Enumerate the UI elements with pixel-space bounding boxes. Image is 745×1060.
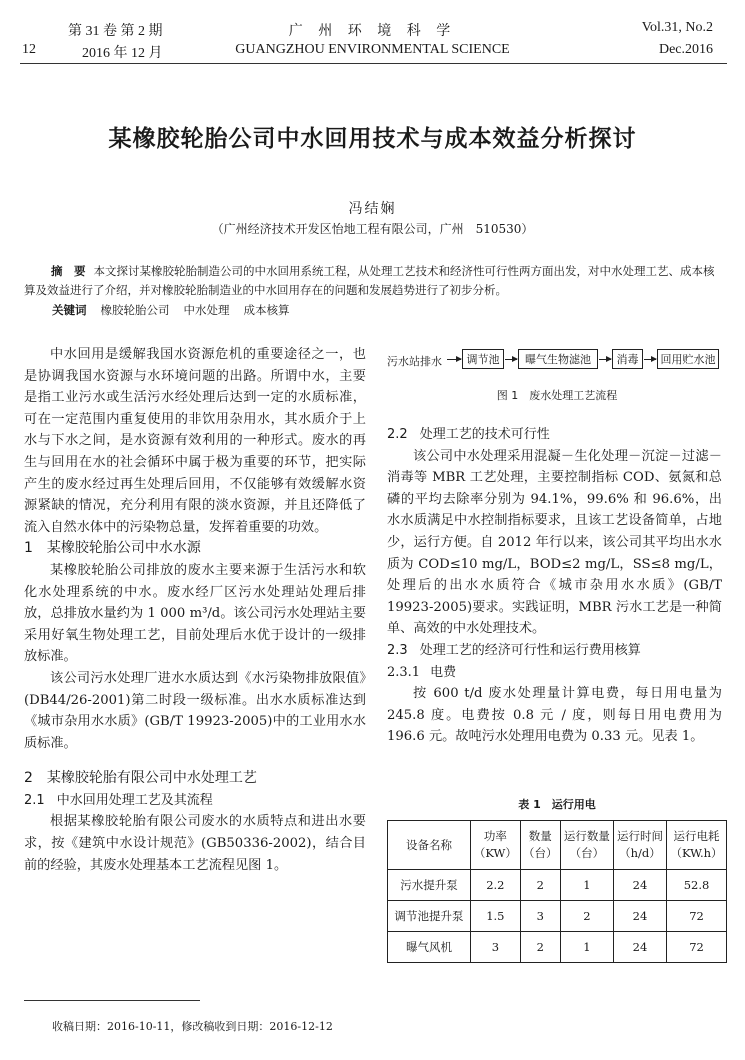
volume-issue-en: Vol.31, No.2 [641,20,713,35]
table-header-cell: 运行电耗 （KW.h） [667,821,727,870]
subsubsection-heading-2-3-1: 2.3.1 电费 [387,664,457,680]
section-heading-1: 1 某橡胶轮胎公司中水水源 [24,540,201,557]
right-column [387,420,722,748]
subsection-heading-2-2: 2.2 处理工艺的技术可行性 [387,427,550,442]
table-header-cell: 运行时间 （h/d） [613,821,666,870]
arrow-icon [447,359,461,360]
table-row: 污水提升泵 2.2 2 1 24 52.8 [388,870,727,901]
paragraph: 该公司污水处理厂进水水质达到《水污染物排放限值》(DB44/26-2001)第二时段一级标准。出水水质标准达到《城市杂用水水质》(GB/T 19923-2005)中的工业用水水质标准。 [24,670,366,751]
keywords-label: 关键词 [52,303,87,317]
paper-title: 某橡胶轮胎公司中水回用技术与成本效益分析探讨 [108,126,637,152]
table-caption: 表 1 运行用电 [518,798,596,811]
keywords [52,302,304,318]
figure-caption: 图 1 废水处理工艺流程 [496,389,618,402]
paragraph: 某橡胶轮胎公司排放的废水主要来源于生活污水和软化水处理系统的中水。废水经厂区污水处理站处理后排放，总排放水量约为 1 000 m³/d。该公司污水处理站主要采用好氧生物处理工艺，目前处理后水优于设计的一级排放标准。 [24,562,366,665]
table-header-cell: 设备名称 [388,821,471,870]
power-usage-table [387,820,727,963]
flow-source-label: 污水站排水 [387,355,442,368]
keyword: 中水处理 [183,303,230,317]
abstract [24,262,724,300]
table-header-row [388,821,727,870]
left-column [24,344,366,876]
date-cn: 2016 年 12 月 [82,46,163,61]
journal-name-cn: 广 州 环 境 科 学 [288,24,457,39]
flow-box: 回用贮水池 [657,349,719,369]
received-date-footnote: 收稿日期：2016-10-11，修改稿收到日期：2016-12-12 [52,1020,333,1033]
subsection-heading-2-3: 2.3 处理工艺的经济可行性和运行费用核算 [387,642,641,658]
arrow-icon [505,359,517,360]
flow-box: 消毒 [612,349,643,369]
section-heading-2: 2 某橡胶轮胎有限公司中水处理工艺 [24,770,257,787]
table-header-cell: 运行数量 （台） [560,821,613,870]
subsection-heading-2-1: 2.1 中水回用处理工艺及其流程 [24,792,213,808]
abstract-text: 本文探讨某橡胶轮胎制造公司的中水回用系统工程，从处理工艺技术和经济性可行性两方面出发，对中水处理工艺、成本核算及效益进行了介绍，并对橡胶轮胎制造业的中水回用存在的问题和发展趋势进行了初步分析。 [24,264,715,297]
table-header-cell: 数量 （台） [520,821,560,870]
arrow-icon [599,359,611,360]
author: 冯结娴 [348,201,397,217]
footnote-rule [24,1000,200,1001]
process-flow-diagram [387,348,727,374]
paragraph: 按 600 t/d 废水处理量计算电费，每日用电量为 245.8 度。电费按 0.8 元 / 度，则每日用电费用为 196.6 元。故吨污水处理用电费为 0.33 元。见表 1。 [387,686,722,745]
flow-box: 曝气生物滤池 [518,349,598,369]
keyword: 橡胶轮胎公司 [100,303,170,317]
paragraph: 根据某橡胶轮胎有限公司废水的水质特点和进出水要求，按《建筑中水设计规范》(GB50336-2002)，结合目前的经验，其废水处理基本工艺流程见图 1。 [24,814,366,873]
abstract-label: 摘 要 [51,264,86,278]
affiliation: （广州经济技术开发区怡地工程有限公司，广州 510530） [211,222,534,236]
table-row: 调节池提升泵 1.5 3 2 24 72 [388,901,727,932]
table-header-cell: 功率 （KW） [471,821,521,870]
journal-name-en: GUANGZHOU ENVIRONMENTAL SCIENCE [235,42,510,57]
keyword: 成本核算 [243,303,290,317]
arrow-icon [644,359,656,360]
header-rule [20,63,727,64]
page-number: 12 [22,42,36,57]
volume-issue-cn: 第 31 卷 第 2 期 [68,24,163,39]
date-en: Dec.2016 [658,42,713,57]
paragraph: 该公司中水处理采用混凝－生化处理－沉淀－过滤－消毒等 MBR 工艺处理，主要控制指标 COD、氨氮和总磷的平均去除率分别为 94.1%，99.6% 和 96.6%，出水水质满足中水控制指标要求，且该工艺设备简单，占地少，运行方便。自 2012 年行以来，该公司其平均出水水质为 COD≤10 mg/L，BOD≤2 mg/L，SS≤8 mg/L，处理后的出水水质符合《城市杂用水水质》(GB/T 19923-2005)要求。实践证明，MBR 污水工艺是一种简单、高效的中水处理技术。 [387,448,722,637]
flow-box: 调节池 [462,349,504,369]
intro-paragraph: 中水回用是缓解我国水资源危机的重要途径之一，也是协调我国水资源与水环境问题的出路。所谓中水，主要是指工业污水或生活污水经处理后达到一定的水质标准，可在一定范围内重复使用的非饮用杂用水，其水质介于上水与下水之间，是水资源有效利用的一种形式。废水的再生与回用在水的社会循环中属于极为重要的环节，把实际产生的废水经过再生处理后回用，不仅能够有效缓解水资源紧缺的情况，充分利用有限的淡水资源，并且还降低了流入自然水体中的污染物总量，发挥着重要的功效。 [24,347,366,535]
table-row: 曝气风机 3 2 1 24 72 [388,932,727,963]
